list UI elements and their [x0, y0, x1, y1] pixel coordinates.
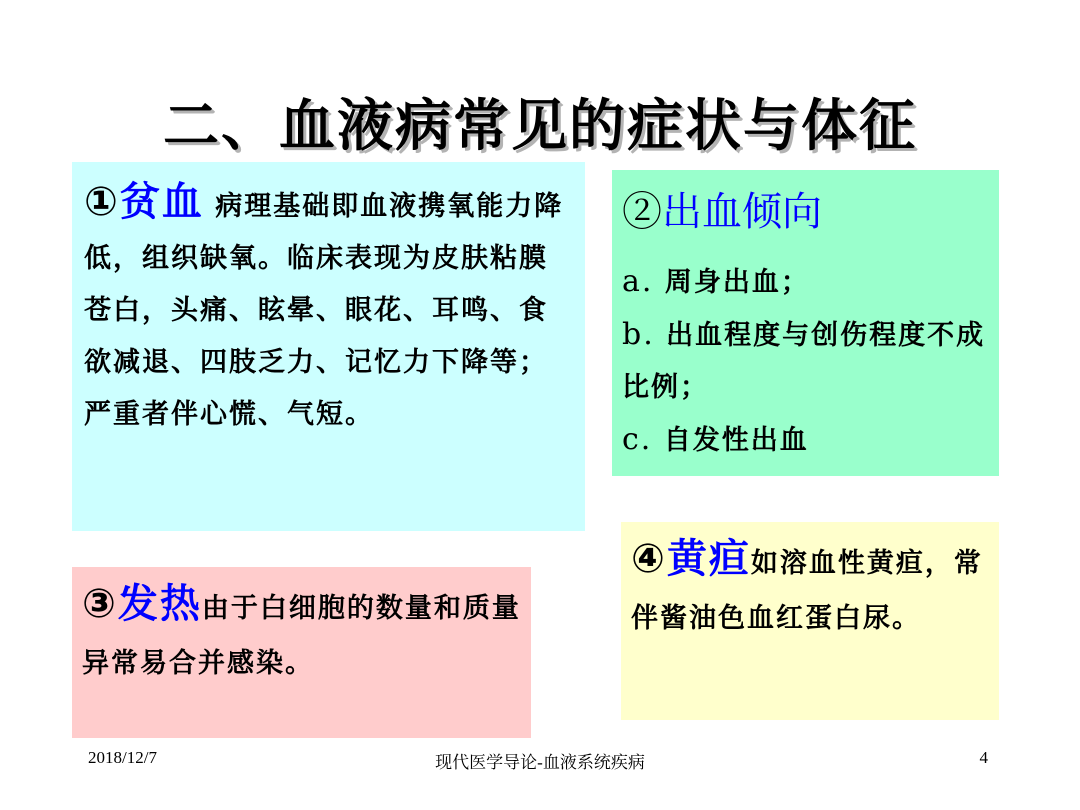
anemia-text: 病理基础即血液携氧能力降低，组织缺氧。临床表现为皮肤粘膜苍白，头痛、眩晕、眼花、耳鸣、食欲减退、四肢乏力、记忆力下降等；严重者伴心慌、气短。 — [84, 191, 564, 430]
bleeding-item-text: 自发性出血 — [663, 425, 809, 456]
bleeding-item-text: 周身出血； — [664, 267, 810, 298]
jaundice-number: ④ — [631, 536, 667, 582]
anemia-number: ① — [84, 179, 120, 225]
bleeding-item-text: 出血程度与创伤程度不成比例； — [622, 320, 986, 403]
fever-heading: 发热 — [117, 581, 202, 627]
fever-paragraph — [82, 577, 521, 691]
bleeding-item-letter: a. — [622, 264, 654, 299]
bleeding-item-letter: b. — [622, 317, 655, 352]
bleeding-headline — [622, 180, 989, 252]
fever-number: ③ — [82, 581, 118, 627]
bleeding-number: ② — [622, 189, 662, 235]
anemia-heading: 贫血 — [119, 179, 204, 225]
bleeding-item-letter: c. — [622, 422, 653, 457]
bleeding-item-b — [622, 309, 989, 414]
slide-title: 二、血液病常见的症状与体征 — [163, 94, 917, 159]
footer-page-number: 4 — [979, 748, 988, 767]
anemia-box — [72, 162, 585, 531]
bleeding-item-a — [622, 256, 989, 309]
bleeding-item-c — [622, 414, 989, 467]
jaundice-text: 如溶血性黄疸，常伴酱油色血红蛋白尿。 — [631, 548, 983, 634]
bleeding-heading: 出血倾向 — [662, 189, 822, 235]
anemia-paragraph — [84, 176, 575, 441]
jaundice-paragraph — [631, 532, 989, 646]
footer-date: 2018/12/7 — [88, 748, 157, 767]
fever-text: 由于白细胞的数量和质量异常易合并感染。 — [82, 593, 521, 679]
jaundice-box — [621, 522, 999, 720]
fever-box — [72, 567, 531, 738]
footer-course: 现代医学导论-血液系统疾病 — [435, 753, 645, 772]
bleeding-box — [612, 170, 999, 476]
jaundice-heading: 黄疸 — [666, 536, 751, 582]
